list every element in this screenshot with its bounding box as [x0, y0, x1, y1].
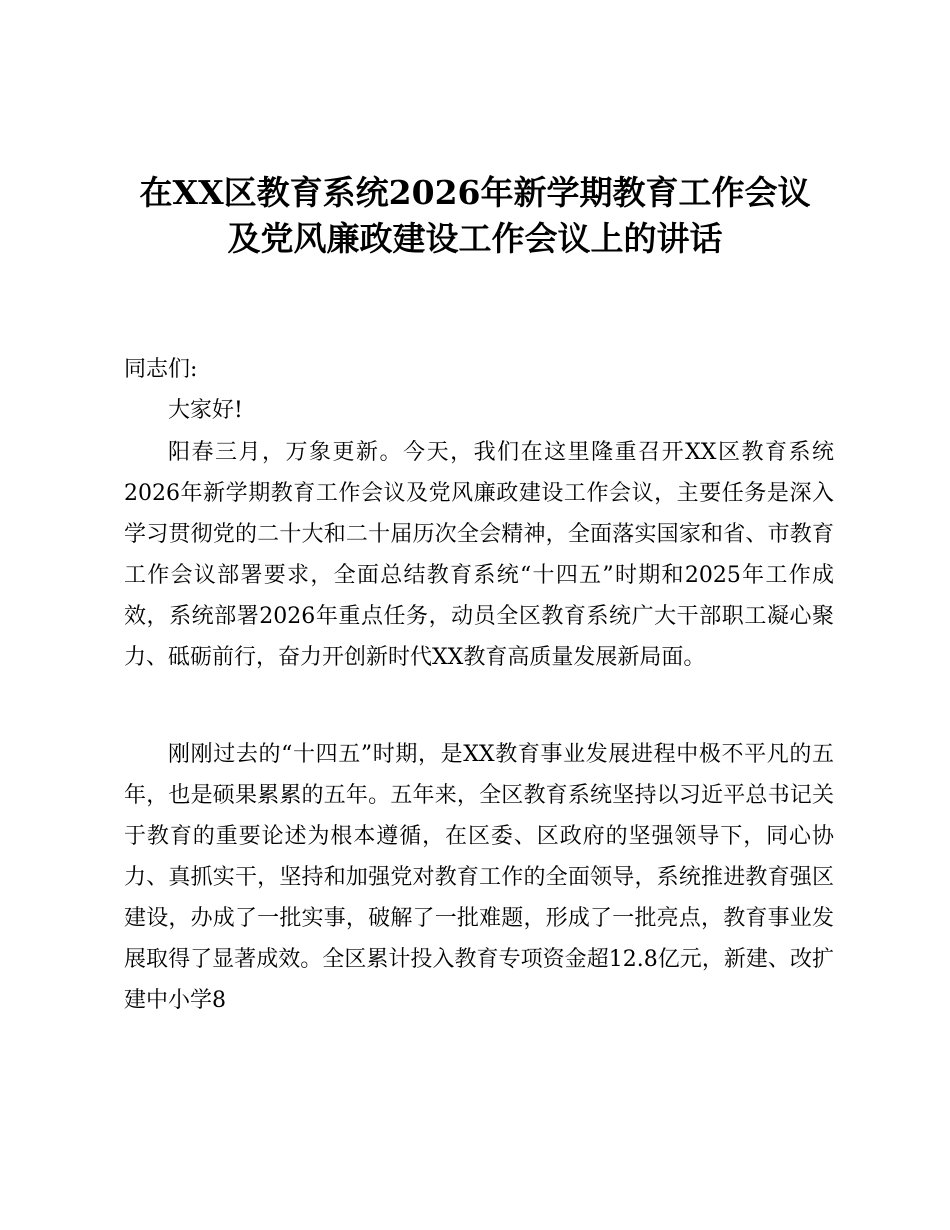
document-title-line-2: 及党风廉政建设工作会议上的讲话: [227, 219, 723, 258]
salutation: 同志们:: [124, 357, 198, 382]
document-title-line-1: 在XX区教育系统2026年新学期教育工作会议: [139, 173, 811, 212]
paragraph-review: 刚刚过去的“十四五”时期，是XX教育事业发展进程中极不平凡的五年，也是硕果累累的五年。五年来，全区教育系统坚持以习近平总书记关于教育的重要论述为根本遵循，在区委、区政府的坚强领导下，同心协力、真抓实干，坚持和加强党对教育工作的全面领导，系统推进教育强区建设，办成了一批实事，破解了一批难题，形成了一批亮点，教育事业发展取得了显著成效。全区累计投入教育专项资金超12.8亿元，新建、改扩建中小学8: [124, 742, 834, 1013]
greeting: 大家好!: [168, 398, 243, 423]
paragraph-opening: 阳春三月，万象更新。今天，我们在这里隆重召开XX区教育系统2026年新学期教育工作会议及党风廉政建设工作会议，主要任务是深入学习贯彻党的二十大和二十届历次全会精神，全面落实国家和省、市教育工作会议部署要求，全面总结教育系统“十四五”时期和2025年工作成效，系统部署2026年重点任务，动员全区教育系统广大干部职工凝心聚力、砥砺前行，奋力开创新时代XX教育高质量发展新局面。: [124, 440, 834, 670]
